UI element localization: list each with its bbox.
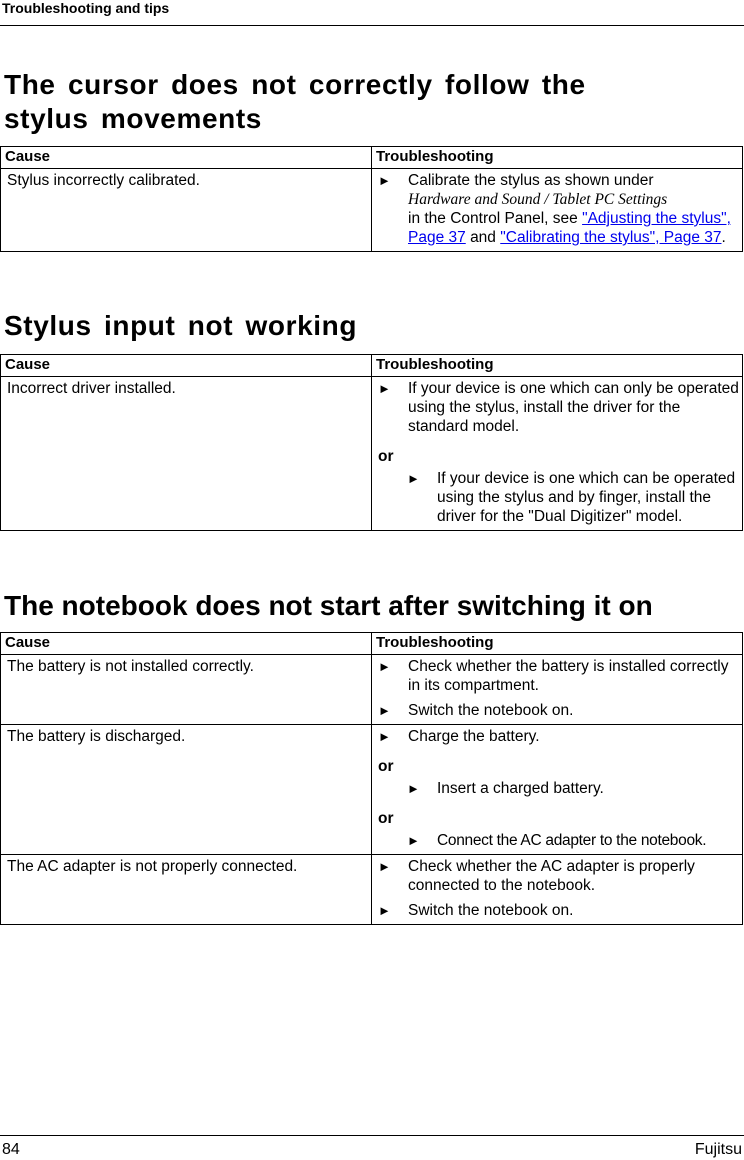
notebook-start-table [0,632,743,925]
arrow-right-icon: ► [378,903,391,918]
step-item [378,171,740,247]
step-item [407,469,740,526]
troubleshooting-cell [372,725,743,855]
step-text: and [470,229,496,246]
arrow-right-icon: ► [378,729,391,744]
step-text: Calibrate the stylus as shown under [408,172,654,189]
column-header-cause: Cause [1,633,372,655]
section-title-stylus-input [4,309,357,343]
step-text: Insert a charged battery. [437,780,604,797]
stylus-input-table [0,354,743,531]
table-header-row [1,147,743,169]
step-item [378,379,740,436]
step-item [378,701,740,720]
arrow-right-icon: ► [378,173,391,188]
step-text: Switch the notebook on. [408,902,574,919]
step-text: Check whether the AC adapter is properly connected to the notebook. [408,858,695,894]
header-title: Troubleshooting and tips [2,0,170,16]
footer-brand: Fujitsu [694,1141,742,1158]
table-row [1,855,743,925]
column-header-cause: Cause [1,147,372,169]
link-adjusting-stylus[interactable]: "Adjusting the stylus", Page 37 [408,210,731,246]
step-text: Charge the battery. [408,728,540,745]
step-text: Connect the AC adapter to the notebook. [437,832,707,849]
cause-cell: Incorrect driver installed. [1,377,372,531]
step-item [378,727,740,746]
troubleshooting-cell [372,855,743,925]
column-header-troubleshooting: Troubleshooting [372,355,743,377]
step-item [378,657,740,695]
step-text: Check whether the battery is installed correctly in its compartment. [408,658,729,694]
section-title-line: The cursor does not correctly follow the [4,69,586,100]
cursor-troubleshooting-table [0,146,743,252]
page-number: 84 [2,1141,20,1158]
table-row [1,377,743,531]
troubleshooting-cell [372,169,743,252]
step-item [407,831,740,850]
arrow-right-icon: ► [378,381,391,396]
step-text: If your device is one which can only be operated using the stylus, install the driver for the standard model. [408,380,739,435]
or-label: or [378,810,394,827]
cause-cell: The AC adapter is not properly connected. [1,855,372,925]
step-item [407,779,740,798]
page-footer [0,1135,744,1160]
section-title-line: The notebook does not start after switching it on [4,590,653,621]
arrow-right-icon: ► [378,659,391,674]
menu-path: Hardware and Sound / Tablet PC Settings [408,191,668,208]
step-text: Switch the notebook on. [408,702,574,719]
arrow-right-icon: ► [407,781,420,796]
running-header [0,0,744,26]
arrow-right-icon: ► [378,703,391,718]
table-row [1,725,743,855]
link-calibrating-stylus[interactable]: "Calibrating the stylus", Page 37 [500,229,722,246]
cause-cell: The battery is discharged. [1,725,372,855]
column-header-troubleshooting: Troubleshooting [372,147,743,169]
arrow-right-icon: ► [407,833,420,848]
table-row [1,655,743,725]
arrow-right-icon: ► [378,859,391,874]
table-row [1,169,743,252]
troubleshooting-cell [372,655,743,725]
step-item [378,901,740,920]
or-label: or [378,758,394,775]
step-item [378,857,740,895]
section-title-cursor [4,68,586,136]
table-header-row [1,633,743,655]
cause-cell: The battery is not installed correctly. [1,655,372,725]
step-text: . [721,229,726,246]
section-title-line: Stylus input not working [4,310,358,341]
or-label: or [378,448,394,465]
step-text: If your device is one which can be operated using the stylus and by finger, install the driver for the "Dual Digitizer" model. [437,470,736,525]
column-header-troubleshooting: Troubleshooting [372,633,743,655]
section-title-line: stylus movements [4,103,262,134]
column-header-cause: Cause [1,355,372,377]
step-text: in the Control Panel, see [408,210,578,227]
table-header-row [1,355,743,377]
section-title-notebook-start [4,589,653,623]
arrow-right-icon: ► [407,471,420,486]
cause-cell: Stylus incorrectly calibrated. [1,169,372,252]
troubleshooting-cell [372,377,743,531]
